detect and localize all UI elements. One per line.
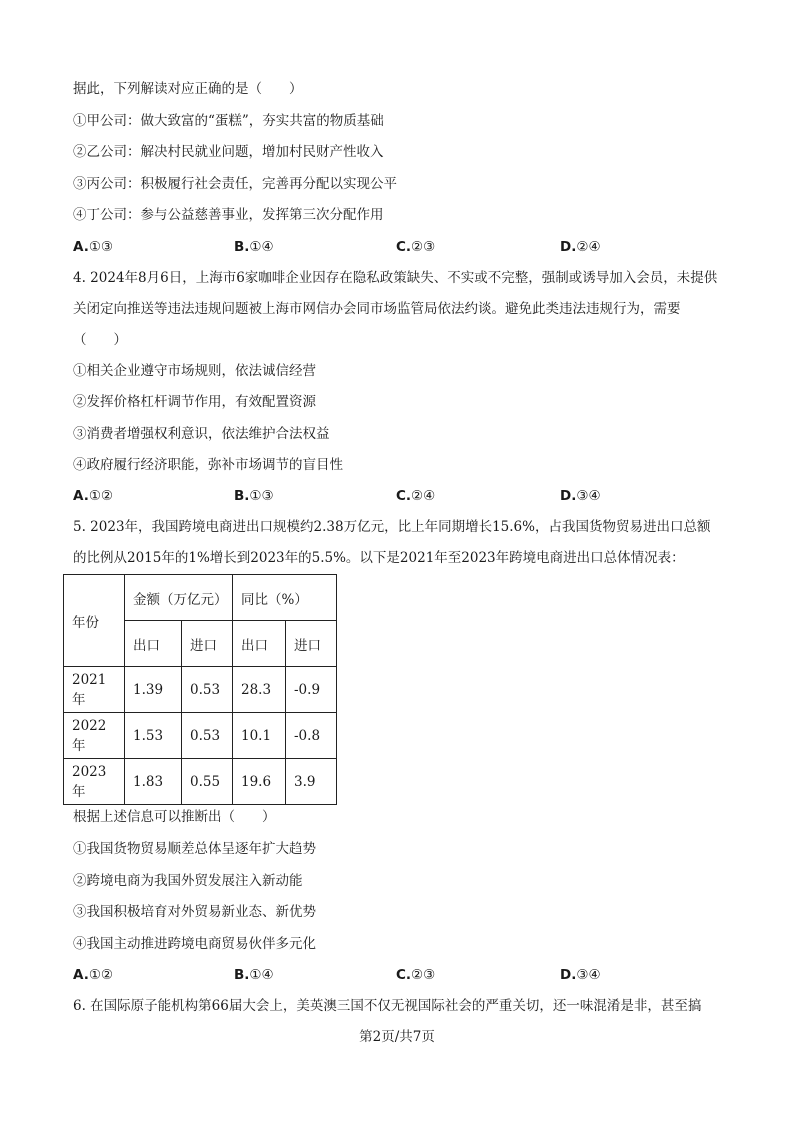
table-subheader: 进口 bbox=[286, 621, 337, 667]
table-cell: 1.83 bbox=[125, 759, 182, 805]
list-item: ③消费者增强权利意识，依法维护合法权益 bbox=[73, 426, 330, 442]
table-cell: -0.9 bbox=[286, 667, 337, 713]
table-header-amount: 金额（万亿元） bbox=[125, 575, 233, 621]
table-header-yoy: 同比（%） bbox=[233, 575, 337, 621]
table-subheader: 出口 bbox=[233, 621, 286, 667]
table-subheader: 进口 bbox=[182, 621, 233, 667]
table-row bbox=[64, 713, 337, 759]
table-cell: 2021年 bbox=[64, 667, 125, 713]
table-cell: 1.53 bbox=[125, 713, 182, 759]
data-table bbox=[63, 574, 337, 805]
list-item: ④我国主动推进跨境电商贸易伙伴多元化 bbox=[73, 936, 316, 952]
table-cell: 0.55 bbox=[182, 759, 233, 805]
table-cell: 0.53 bbox=[182, 667, 233, 713]
option-a: A.①③ bbox=[73, 239, 114, 255]
table-row bbox=[64, 575, 337, 621]
option-c: C.②③ bbox=[396, 239, 436, 255]
list-item: ②跨境电商为我国外贸发展注入新动能 bbox=[73, 873, 303, 889]
table-cell: 2022年 bbox=[64, 713, 125, 759]
question-stem: 4. 2024年8月6日，上海市6家咖啡企业因存在隐私政策缺失、不实或不完整，强制或诱导加入会员，未提供关闭定向推送等违法违规问题被上海市网信办会同市场监管局依法约谈。避免此类违法违规行为，需要（ ） bbox=[73, 270, 718, 348]
table-row bbox=[64, 667, 337, 713]
option-a: A.①② bbox=[73, 967, 114, 983]
table-cell: 2023年 bbox=[64, 759, 125, 805]
question-stem: 5. 2023年，我国跨境电商进出口规模约2.38万亿元，比上年同期增长15.6%，占我国货物贸易进出口总额的比例从2015年的1%增长到2023年的5.5%。以下是2021年至2023年跨境电商进出口总体情况表： bbox=[73, 519, 711, 566]
table-row bbox=[64, 759, 337, 805]
option-c: C.②④ bbox=[396, 488, 436, 504]
table-subheader: 出口 bbox=[125, 621, 182, 667]
page-footer: 第2页/共7页 bbox=[359, 1029, 435, 1045]
list-item: ①我国货物贸易顺差总体呈逐年扩大趋势 bbox=[73, 841, 316, 857]
option-d: D.③④ bbox=[560, 967, 601, 983]
list-item: ②发挥价格杠杆调节作用，有效配置资源 bbox=[73, 394, 316, 410]
table-header-year: 年份 bbox=[64, 575, 125, 667]
list-item: ④政府履行经济职能，弥补市场调节的盲目性 bbox=[73, 457, 343, 473]
question-stem: 6. 在国际原子能机构第66届大会上，美英澳三国不仅无视国际社会的严重关切，还一味混淆是非，甚至搞 bbox=[73, 998, 702, 1014]
table-cell: -0.8 bbox=[286, 713, 337, 759]
table-cell: 19.6 bbox=[233, 759, 286, 805]
list-item: ①相关企业遵守市场规则，依法诚信经营 bbox=[73, 363, 316, 379]
list-item: ③我国积极培育对外贸易新业态、新优势 bbox=[73, 904, 316, 920]
table-cell: 3.9 bbox=[286, 759, 337, 805]
table-cell: 10.1 bbox=[233, 713, 286, 759]
option-b: B.①③ bbox=[234, 488, 274, 504]
option-d: D.②④ bbox=[560, 239, 601, 255]
list-item: ①甲公司：做大致富的“蛋糕”，夯实共富的物质基础 bbox=[73, 113, 384, 129]
table-cell: 0.53 bbox=[182, 713, 233, 759]
option-c: C.②③ bbox=[396, 967, 436, 983]
list-item: ②乙公司：解决村民就业问题，增加村民财产性收入 bbox=[73, 144, 384, 160]
option-d: D.③④ bbox=[560, 488, 601, 504]
question-stem: 根据上述信息可以推断出（ ） bbox=[73, 809, 276, 825]
table-cell: 1.39 bbox=[125, 667, 182, 713]
option-a: A.①② bbox=[73, 488, 114, 504]
option-b: B.①④ bbox=[234, 967, 274, 983]
option-b: B.①④ bbox=[234, 239, 274, 255]
list-item: ④丁公司：参与公益慈善事业，发挥第三次分配作用 bbox=[73, 207, 384, 223]
question-stem: 据此，下列解读对应正确的是（ ） bbox=[73, 81, 303, 97]
table-cell: 28.3 bbox=[233, 667, 286, 713]
list-item: ③丙公司：积极履行社会责任，完善再分配以实现公平 bbox=[73, 176, 397, 192]
